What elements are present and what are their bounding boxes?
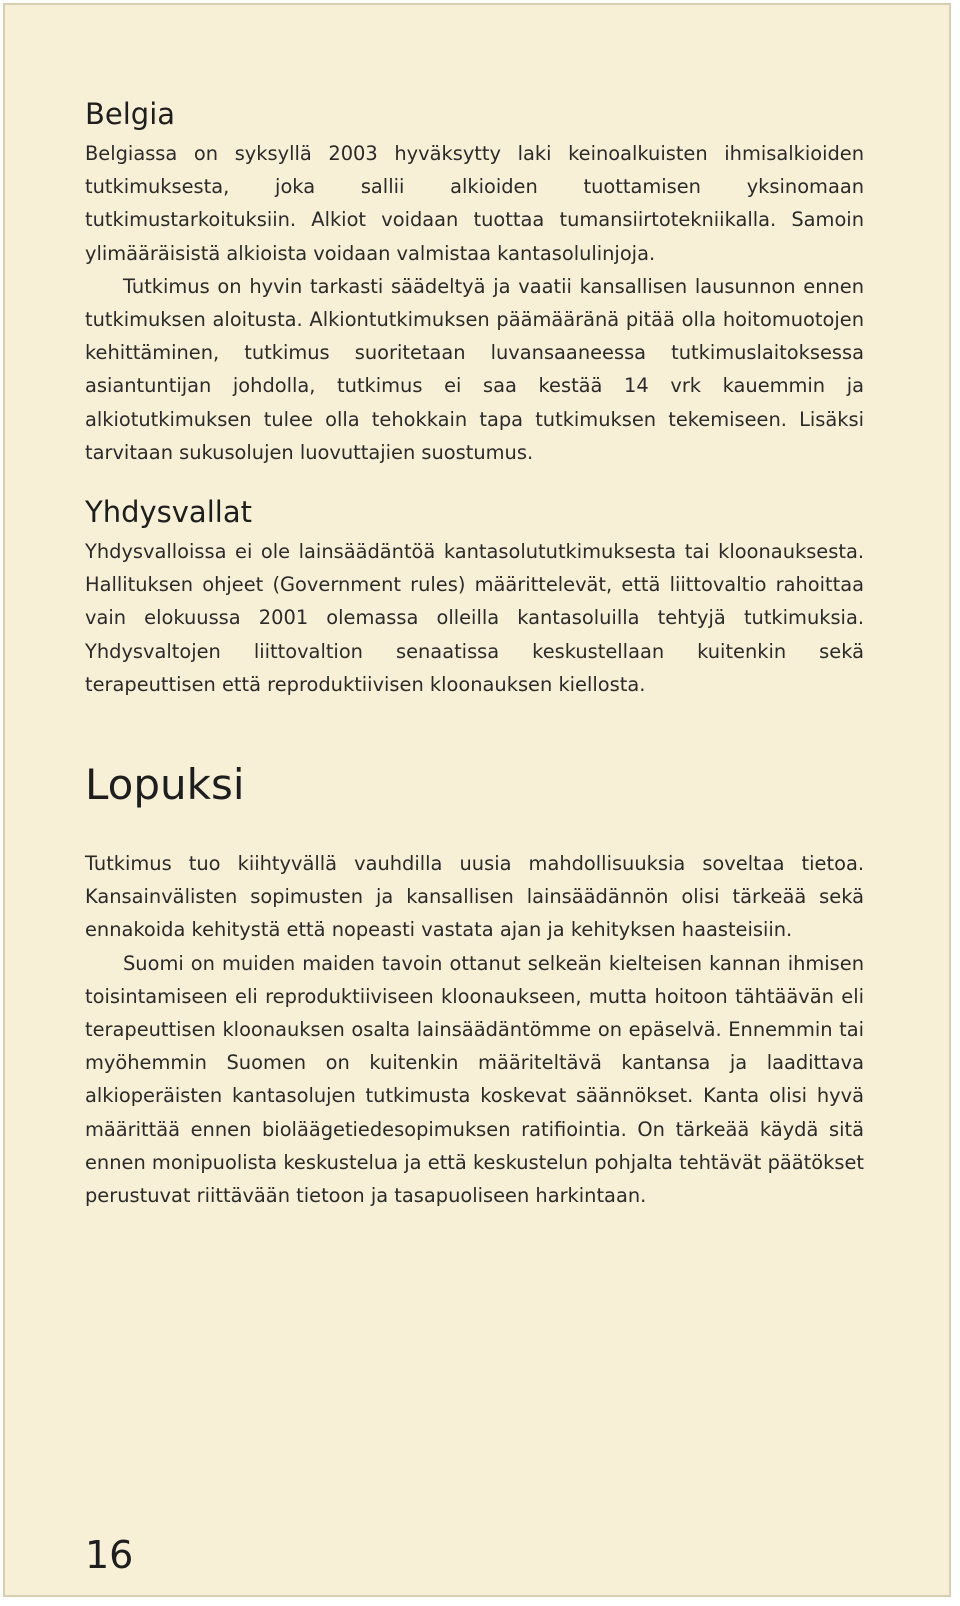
paragraph: Suomi on muiden maiden tavoin ottanut selkeän kielteisen kannan ihmisen toisintamiseen eli reproduktiiviseen kloonaukseen, mutta hoitoon tähtäävän eli terapeuttisen kloonauksen osalta lainsäädäntömme on epäselvä. Ennemmin tai myöhemmin Suomen on kuitenkin määriteltävä kantansa ja laadittava alkioperäisten kantasolujen tutkimusta koskevat säännökset. Kanta olisi hyvä määrittää ennen bioläägetiedesopimuksen ratifiointia. On tärkeää käydä sitä ennen monipuolista keskustelua ja että keskustelun pohjalta tehtävät päätökset perustuvat riittävään tietoon ja tasapuoliseen harkintaan. [85, 951, 864, 1208]
section-heading-belgia: Belgia [85, 97, 176, 131]
section-belgia [85, 95, 864, 469]
paragraph: Tutkimus on hyvin tarkasti säädeltyä ja vaatii kansallisen lausunnon ennen tutkimuksen aloitusta. Alkiontutkimuksen päämääränä pitää olla hoitomuotojen kehittäminen, tutkimus suoritetaan luvansaaneessa tutkimuslaitoksessa asiantuntijan johdolla, tutkimus ei saa kestää 14 vrk kauemmin ja alkiotutkimuksen tulee olla tehokkain tapa tutkimuksen tekemiseen. Lisäksi tarvitaan sukusolujen luovuttajien suostumus. [85, 274, 864, 464]
section-yhdysvallat [85, 493, 864, 701]
chapter-heading-lopuksi: Lopuksi [85, 760, 245, 810]
page-content [85, 95, 864, 1212]
paragraph: Yhdysvalloissa ei ole lainsäädäntöä kantasolututkimuksesta tai kloonauksesta. Hallituksen ohjeet (Government rules) määrittelevät, että liittovaltio rahoittaa vain elokuussa 2001 olemassa olleilla kantasoluilla tehtyjä tutkimuksia. Yhdysvaltojen liittovaltion senaatissa keskustellaan kuitenkin sekä terapeuttisen että reproduktiivisen kloonauksen kiellosta. [85, 540, 864, 696]
page-number: 16 [85, 1533, 134, 1577]
paragraph: Belgiassa on syksyllä 2003 hyväksytty laki keinoalkuisten ihmisalkioiden tutkimuksesta, joka sallii alkioiden tuottamisen yksinomaan tutkimustarkoituksiin. Alkiot voidaan tuottaa tumansiirtotekniikalla. Samoin ylimääräisistä alkioista voidaan valmistaa kantasolulinjoja. [85, 142, 864, 265]
document-page [3, 3, 951, 1597]
section-lopuksi [85, 759, 864, 1212]
paragraph: Tutkimus tuo kiihtyvällä vauhdilla uusia mahdollisuuksia soveltaa tietoa. Kansainvälisten sopimusten ja kansallisen lainsäädännön olisi tärkeää sekä ennakoida kehitystä että nopeasti vastata ajan ja kehityksen haasteisiin. [85, 852, 864, 942]
section-heading-yhdysvallat: Yhdysvallat [85, 495, 252, 530]
